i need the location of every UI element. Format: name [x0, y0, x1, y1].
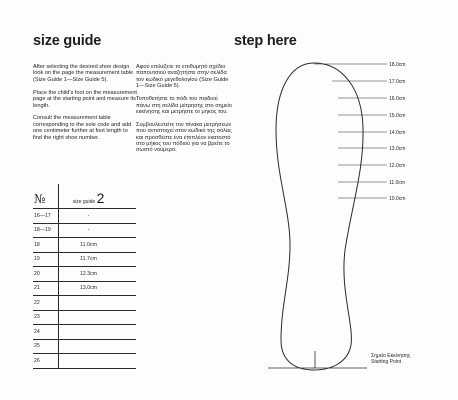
ruler-mark-13cm	[338, 146, 405, 152]
greek-paragraph: Συμβουλευτείτε τον πίνακα μετρήσεων που αντιστοιχεί στον κωδικό της σόλας και προσθέστε ένα επιπλέον εκατοστό στο μήκος του πόδιού για να βρείτε το σωστό νούμερο.	[136, 121, 232, 154]
size-cell: 21	[33, 281, 59, 296]
size-cell: 19	[33, 252, 59, 267]
guide-header-label: size guide	[72, 199, 96, 205]
english-paragraph: Consult the measurement table corresponding to the sole code and add one centimeter further at foot length to find the right shoe number.	[33, 115, 132, 141]
ruler-mark-12cm	[338, 163, 405, 169]
ruler-label: 17.0cm	[389, 79, 406, 85]
ruler-mark-11cm	[338, 180, 405, 186]
size-cell: 20	[33, 267, 59, 282]
size-guide-title: size guide	[33, 33, 102, 49]
ruler-label: 11.0cm	[389, 180, 406, 186]
length-cell: -	[59, 209, 137, 224]
size-cell: 26	[33, 354, 59, 369]
ruler-mark-14cm	[338, 130, 405, 136]
ruler-mark-16cm	[338, 96, 405, 102]
length-cell: 11.0cm	[59, 238, 137, 253]
size-cell: 18	[33, 238, 59, 253]
ruler-label: 13.0cm	[389, 146, 406, 152]
ruler-label: 18.0cm	[389, 62, 406, 68]
ruler-label: 14.0cm	[389, 130, 406, 136]
size-cell: 22	[33, 296, 59, 311]
step-here-title: step here	[234, 33, 297, 49]
size-cell: 24	[33, 325, 59, 340]
size-cell: 25	[33, 339, 59, 354]
length-cell: 12.3cm	[59, 267, 137, 282]
ruler-mark-10cm	[338, 196, 405, 202]
length-cell: 13.0cm	[59, 281, 137, 296]
ruler-mark-15cm	[338, 113, 405, 119]
ruler-label: 15.0cm	[389, 113, 406, 119]
starting-point-label	[371, 353, 410, 365]
ruler-label: 10.0cm	[389, 196, 406, 202]
size-cell: 16—17	[33, 209, 59, 224]
english-paragraph: After selecting the desired shoe design look on the page the measurement table (Size Guide 1—Size Guide 5).	[33, 64, 134, 83]
starting-point-english: Starting Point	[371, 359, 402, 365]
size-cell: 18—19	[33, 223, 59, 238]
ruler-label: 16.0cm	[389, 96, 406, 102]
starting-point-greek: Σημείο Εκκίνησης	[371, 353, 411, 359]
length-cell: 11.7cm	[59, 252, 137, 267]
number-sign: №	[34, 192, 46, 206]
length-cell: -	[59, 223, 137, 238]
size-cell: 23	[33, 310, 59, 325]
guide-number: 2	[96, 190, 105, 206]
english-paragraph: Place the child's foot on the measurement page at the starting point and measure its length.	[33, 89, 137, 109]
greek-paragraph: Τοποθετήστε το πόδι του παιδιού πάνω στη σελίδα μέτρησης στο σημείο εκκίνησης και μετρήστε το μήκος του.	[136, 96, 232, 115]
ruler-label: 12.0cm	[389, 163, 406, 169]
ruler-mark-17cm	[332, 79, 405, 85]
greek-paragraph: Αφού επιλέξετε το επιθυμητό σχέδιο παπουτσιού αναζητήστε στην σελίδα τον κωδικό μεγεθολογίου (Size Guide 1—Size Guide 5).	[136, 64, 229, 90]
foot-outline	[276, 63, 363, 370]
